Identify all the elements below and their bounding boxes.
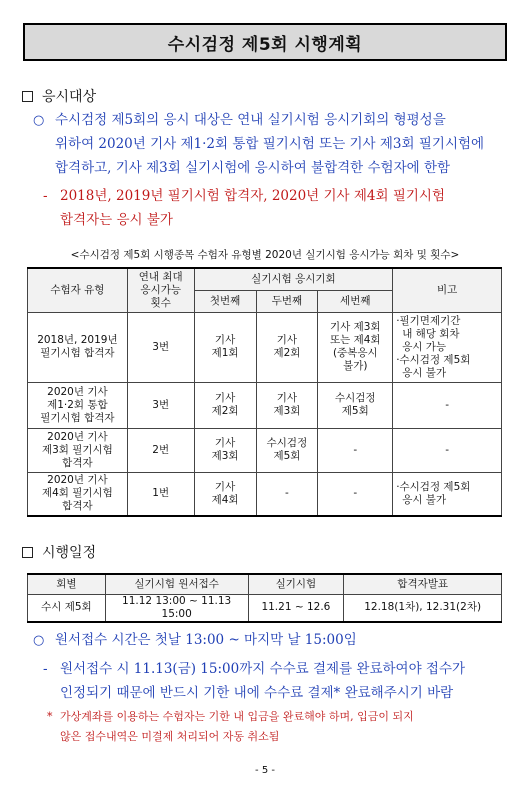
cell-remarks: ·수시검정 제5회 응시 불가 (393, 472, 502, 516)
cell-second: 기사 제2회 (256, 312, 318, 382)
header-max-attempts: 연내 최대 응시가능 횟수 (127, 268, 194, 312)
cell-first: 기사 제3회 (194, 428, 256, 472)
cell-first: 기사 제2회 (194, 382, 256, 428)
table-row (28, 382, 502, 428)
table-row (28, 472, 502, 516)
cell-apply: 11.12 13:00 ~ 11.13 15:00 (105, 594, 248, 622)
cell-third: 기사 제3회 또는 제4회 (중복응시 불가) (318, 312, 393, 382)
circle-bullet-icon: ○ (33, 633, 45, 648)
table-caption: <수시검정 제5회 시행종목 수험자 유형별 2020년 실기시험 응시가능 회차 및 횟수> (70, 249, 460, 261)
eligibility-table (27, 267, 502, 517)
cell-exam: 11.21 ~ 12.6 (248, 594, 344, 622)
header-exam: 실기시험 (248, 574, 344, 594)
cell-max: 3번 (127, 312, 194, 382)
cell-type: 2020년 기사 제3회 필기시험 합격자 (28, 428, 128, 472)
header-second: 두번째 (256, 290, 318, 312)
cell-third: 수시검정 제5회 (318, 382, 393, 428)
cell-type: 2018년, 2019년 필기시험 합격자 (28, 312, 128, 382)
table-row (28, 594, 502, 622)
paragraph-line: 합격하고, 기사 제3회 실기시험에 응시하여 불합격한 수험자에 한함 (55, 160, 451, 176)
paragraph-line: 인정되기 때문에 반드시 기한 내에 수수료 결제* 완료해주시기 바람 (60, 685, 454, 701)
table-row (28, 312, 502, 382)
cell-max: 3번 (127, 382, 194, 428)
dash-bullet: - (43, 188, 48, 204)
cell-max: 1번 (127, 472, 194, 516)
cell-type: 2020년 기사 제1·2회 통합 필기시험 합격자 (28, 382, 128, 428)
cell-remarks: ·필기면제기간 내 해당 회차 응시 가능 ·수시검정 제5회 응시 불가 (393, 312, 502, 382)
header-third: 세번째 (318, 290, 393, 312)
paragraph-line: 합격자는 응시 불가 (60, 212, 173, 228)
header-examinee-type: 수험자 유형 (28, 268, 128, 312)
section-heading-label: 응시대상 (42, 89, 97, 105)
cell-round: 수시 제5회 (28, 594, 106, 622)
square-bullet-icon (22, 547, 33, 558)
header-apply: 실기시험 원서접수 (105, 574, 248, 594)
circle-bullet-icon: ○ (33, 113, 45, 128)
section-heading-eligibility (22, 86, 96, 106)
header-remarks: 비고 (393, 268, 502, 312)
page-number: - 5 - (255, 765, 275, 776)
paragraph-line: 위하여 2020년 기사 제1·2회 통합 필기시험 또는 기사 제3회 필기시험에 (55, 136, 485, 152)
cell-result: 12.18(1차), 12.31(2차) (344, 594, 502, 622)
cell-max: 2번 (127, 428, 194, 472)
cell-remarks: - (393, 382, 502, 428)
application-time-line: 원서접수 시간은 첫날 13:00 ~ 마지막 날 15:00임 (55, 632, 357, 648)
header-exam-chances: 실기시험 응시기회 (194, 268, 393, 290)
header-first: 첫번째 (194, 290, 256, 312)
square-bullet-icon (22, 91, 33, 102)
cell-second: 기사 제3회 (256, 382, 318, 428)
payment-paragraph (60, 657, 465, 705)
section-heading-schedule (22, 542, 96, 562)
paragraph-line: 원서접수 시 11.13(금) 15:00까지 수수료 결제를 완료하여야 접수가 (60, 661, 466, 677)
cell-first: 기사 제4회 (194, 472, 256, 516)
footnote-line: 않은 접수내역은 미결제 처리되어 자동 취소됨 (60, 730, 280, 743)
section-heading-label: 시행일정 (42, 545, 97, 561)
cell-remarks: - (393, 428, 502, 472)
cell-third: - (318, 472, 393, 516)
footnote-paragraph (60, 707, 414, 747)
header-round: 회별 (28, 574, 106, 594)
cell-second: - (256, 472, 318, 516)
eligibility-paragraph (55, 108, 484, 180)
cell-third: - (318, 428, 393, 472)
paragraph-line: 수시검정 제5회의 응시 대상은 연내 실기시험 응시기회의 형평성을 (55, 112, 446, 128)
schedule-table (27, 573, 502, 623)
page-title: 수시검정 제5회 시행계획 (23, 23, 507, 61)
asterisk-marker: * (47, 710, 53, 723)
footnote-line: 가상계좌를 이용하는 수험자는 기한 내 입금을 완료해야 하며, 입금이 되지 (60, 710, 414, 723)
cell-second: 수시검정 제5회 (256, 428, 318, 472)
exclusion-paragraph (60, 184, 445, 232)
header-result: 합격자발표 (344, 574, 502, 594)
cell-first: 기사 제1회 (194, 312, 256, 382)
dash-bullet: - (43, 661, 48, 677)
cell-type: 2020년 기사 제4회 필기시험 합격자 (28, 472, 128, 516)
paragraph-line: 2018년, 2019년 필기시험 합격자, 2020년 기사 제4회 필기시험 (60, 188, 446, 204)
table-row (28, 428, 502, 472)
